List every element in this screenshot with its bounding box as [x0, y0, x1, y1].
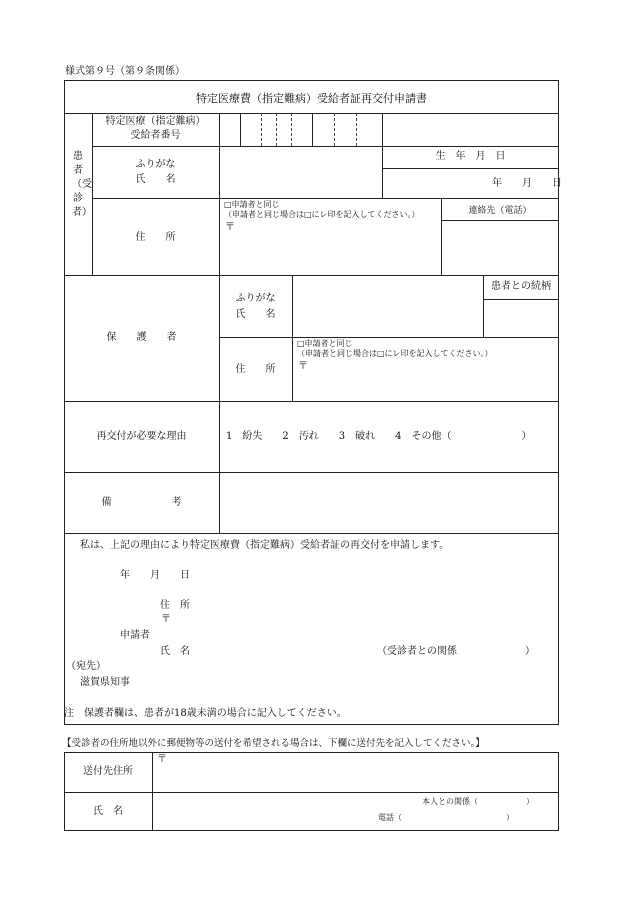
contact-phone-label: 連絡先（電話）: [468, 206, 532, 216]
recipient-number-label-2: 受給者番号: [130, 130, 181, 141]
patient-address-input[interactable]: [236, 222, 436, 272]
mailing-name-input[interactable]: [156, 794, 406, 829]
patient-address-label: 住 所: [135, 232, 176, 243]
guardian-postal-mark: 〒: [298, 361, 308, 372]
addressee-label: （宛先）: [66, 661, 106, 672]
guardian-address-label: 住 所: [235, 364, 276, 375]
guardian-relationship-input[interactable]: [484, 300, 558, 336]
applicant-name-input[interactable]: [200, 644, 370, 660]
mailing-name-label: 氏 名: [93, 806, 123, 817]
recipient-number-label: 特定医療（指定難病）: [105, 116, 206, 127]
recipient-number-input[interactable]: [220, 114, 381, 145]
mailing-heading: 【受診者の住所地以外に郵便物等の送付を希望される場合は、下欄に送付先を記入してください。】: [62, 738, 485, 749]
mailing-address-input[interactable]: [170, 754, 555, 790]
declaration-statement: 私は、上記の理由により特定医療費（指定難病）受給者証の再交付を申請します。: [80, 540, 450, 551]
patient-postal-mark: 〒: [225, 222, 235, 233]
reason-label: 再交付が必要な理由: [96, 431, 187, 442]
patient-same-checkbox[interactable]: □申請者と同じ: [224, 200, 280, 209]
applicant-address-input[interactable]: [200, 598, 520, 628]
guardian-same-note: （申請者と同じ場合は□にレ印を記入してください。）: [297, 349, 493, 358]
patient-name-input[interactable]: [220, 147, 381, 197]
mailing-phone-field[interactable]: 電話（ ）: [378, 813, 514, 822]
reason-options[interactable]: 1 紛失 2 汚れ 3 破れ 4 その他（ ）: [226, 431, 532, 442]
contact-phone-input[interactable]: [442, 221, 558, 274]
applicant-address-label: 住 所: [160, 600, 190, 611]
guardian-furigana-label: ふりがな: [235, 293, 276, 304]
patient-side-label: 患者（受診者）: [72, 151, 92, 218]
guardian-name-input[interactable]: [293, 276, 482, 336]
patient-same-note: （申請者と同じ場合は□にレ印を記入してください。）: [224, 210, 420, 219]
birth-date-header: 生 年 月 日: [435, 151, 506, 162]
guardian-relationship-label: 患者との続柄: [491, 281, 551, 292]
form-title: 特定医療費（指定難病）受給者証再交付申請書: [196, 92, 427, 105]
addressee-name: 滋賀県知事: [80, 677, 130, 688]
guardian-same-checkbox[interactable]: □申請者と同じ: [297, 339, 353, 348]
patient-name-label: 氏 名: [135, 174, 176, 185]
applicant-label: 申請者: [120, 630, 150, 641]
guardian-note: 注 保護者欄は、患者が18歳未満の場合に記入してください。: [64, 708, 347, 719]
guardian-label: 保 護 者: [106, 332, 177, 343]
birth-date-field[interactable]: 年 月 日: [492, 178, 562, 189]
mailing-relation-field[interactable]: 本人との関係（ ）: [422, 797, 534, 806]
remarks-label: 備 考: [101, 497, 182, 508]
form-number-label: 様式第９号（第９条関係）: [65, 66, 185, 77]
guardian-name-label: 氏 名: [235, 309, 276, 320]
guardian-address-input[interactable]: [310, 361, 555, 399]
applicant-relation-close: ）: [525, 646, 535, 657]
mailing-postal-mark: 〒: [157, 754, 167, 765]
mailing-address-label: 送付先住所: [83, 766, 133, 777]
application-date[interactable]: 年 月 日: [120, 570, 190, 581]
applicant-name-label: 氏 名: [160, 646, 190, 657]
remarks-input[interactable]: [220, 473, 558, 532]
patient-furigana-label: ふりがな: [135, 159, 176, 170]
applicant-postal-mark: 〒: [161, 614, 171, 625]
applicant-relation-label: （受診者との関係: [377, 646, 457, 657]
